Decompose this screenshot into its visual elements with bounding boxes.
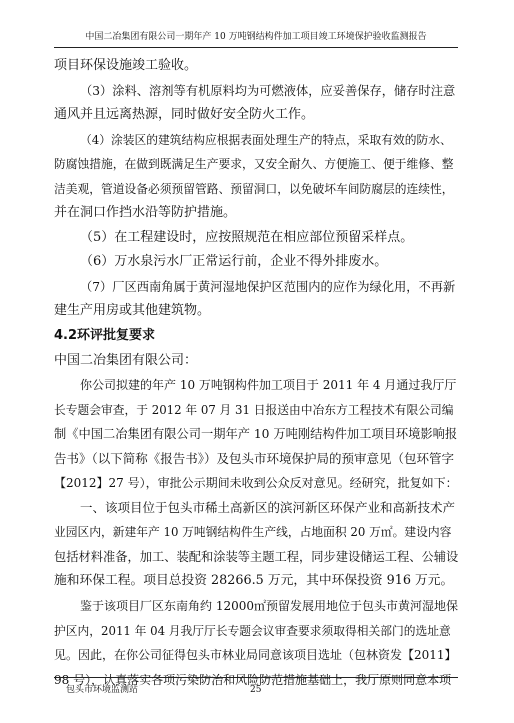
text-line: （6）万水泉污水厂正常运行前，企业不得外排废水。 — [80, 254, 388, 270]
header-rule — [54, 47, 458, 48]
page-number: 25 — [250, 685, 262, 695]
text-line: 包括材料准备，加工、装配和涂装等主题工程，同步建设储运工程、公辅设 — [54, 549, 458, 564]
text-line: 业园区内，新建年产 10 万吨钢结构件生产线，占地面积 20 万㎡。建设内容 — [54, 525, 452, 540]
text-line: （7）厂区西南角属于黄河湿地保护区范围内的应作为绿化用，不再新 — [80, 279, 456, 294]
page-header: 中国二冶集团有限公司一期年产 10 万吨钢结构件加工项目竣工环境保护验收监测报告 — [85, 32, 427, 42]
text-line: 中国二冶集团有限公司： — [54, 352, 198, 368]
text-line: 长专题会审查，于 2012 年 07 月 31 日报送由中冶东方工程技术有限公司编 — [54, 402, 454, 417]
text-line: 建生产用房或其他建筑物。 — [54, 303, 211, 319]
text-line: 98 号），认真落实各项污染防治和风险防范措施基础上，我厅原则同意本项 — [54, 672, 452, 687]
text-line: 通风并且远离热源，同时做好安全防火工作。 — [54, 107, 315, 123]
text-line: 鉴于该项目厂区东南角约 12000㎡预留发展用地位于包头市黄河湿地保 — [80, 599, 458, 614]
text-line: 洁美观，管道设备必须预留管路、预留洞口，以免破坏车间防腐层的连续性， — [54, 181, 454, 196]
text-line: 一、该项目位于包头市稀土高新区的滨河新区环保产业和高新技术产 — [80, 499, 456, 515]
footer-rule — [54, 677, 458, 678]
section-heading: 4.2环评批复要求 — [54, 328, 156, 344]
text-line: 见。因此，在你公司征得包头市林业局同意该项目选址（包林资发【2011】 — [54, 648, 457, 663]
text-line: 告书》（以下简称《报告书》）及包头市环境保护局的预审意见（包环管字 — [54, 450, 455, 466]
text-line: （5）在工程建设时，应按照规范在相应部位预留采样点。 — [80, 229, 414, 245]
footer-organization: 包头市环境监测站 — [66, 685, 139, 695]
text-line: 护区内，2011 年 04 月我厅厅长专题会议审查要求须取得相关部门的选址意 — [54, 623, 451, 638]
text-line: 制《中国二冶集团有限公司一期年产 10 万吨刚结构件加工项目环境影响报 — [54, 427, 458, 442]
text-line: （3）涂料、溶剂等有机原料均为可燃液体，应妥善保存，储存时注意 — [80, 83, 456, 98]
text-line: 项目环保设施竣工验收。 — [54, 58, 198, 73]
document-body — [54, 54, 458, 692]
text-line: 你公司拟建的年产 10 万吨钢构件加工项目于 2011 年 4 月通过我厅厅 — [80, 378, 457, 393]
text-line: （4）涂装区的建筑结构应根据表面处理生产的特点，采取有效的防水、 — [80, 132, 452, 147]
text-line: 防腐蚀措施，在做到既满足生产要求，又安全耐久、方便施工、便于维修、整 — [54, 157, 454, 172]
text-line: 【2012】27 号），审批公示期间未收到公众反对意见。经研究，批复如下： — [54, 476, 458, 491]
text-line: 施和环保工程。项目总投资 28266.5 万元，其中环保投资 916 万元。 — [54, 573, 454, 589]
text-line: 并在洞口作挡水沿等防护措施。 — [54, 205, 237, 221]
